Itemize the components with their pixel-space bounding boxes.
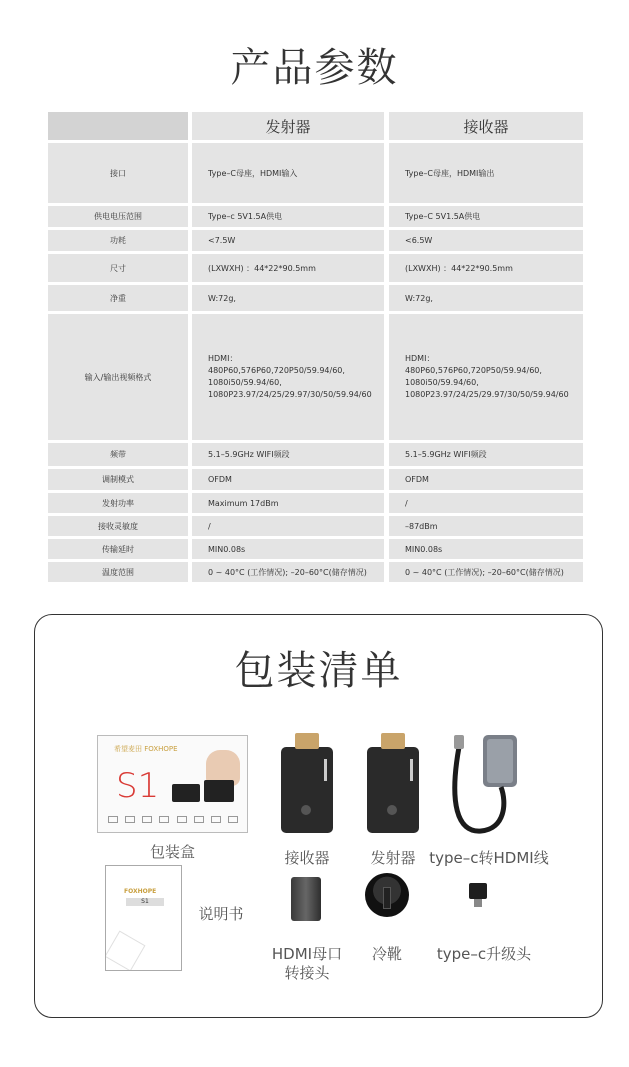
typec-adapter-image [469,883,487,899]
spec-rx-value: –87dBm [389,516,583,536]
spec-row [48,516,585,536]
spec-tx-value: OFDM [192,469,384,490]
spec-label: 输入/输出视频格式 [48,314,188,440]
receiver-image [281,747,333,833]
spec-label: 净重 [48,285,188,311]
spec-rx-value: 0 ~ 40°C (工作情况); –20–60°C(储存情况) [389,562,583,582]
box-device-small [172,784,200,802]
package-panel [34,614,603,1018]
spec-row [48,285,585,311]
header-receiver: 接收器 [389,112,583,140]
spec-rx-value: MIN0.08s [389,539,583,559]
spec-row [48,443,585,466]
spec-header-row [48,112,585,140]
spec-row [48,206,585,227]
manual-image [105,865,182,971]
spec-rx-value: <6.5W [389,230,583,251]
spec-rx-value: 5.1–5.9GHz WIFI频段 [389,443,583,466]
transmitter-image [367,747,419,833]
spec-rx-value: OFDM [389,469,583,490]
manual-brand: FOXHOPE [124,888,157,895]
spec-label: 供电电压范围 [48,206,188,227]
spec-tx-value: MIN0.08s [192,539,384,559]
spec-tx-value: W:72g, [192,285,384,311]
manual-model: S1 [126,898,164,906]
spec-label: 传输延时 [48,539,188,559]
spec-tx-value: Type–C母座，HDMI输入 [192,143,384,203]
spec-tx-value: / [192,516,384,536]
spec-row [48,562,585,582]
label-cold-shoe: 冷靴 [371,945,402,963]
spec-row [48,539,585,559]
box-model: S1 [116,766,160,806]
spec-rx-value: Type–C 5V1.5A供电 [389,206,583,227]
label-transmitter: 发射器 [370,849,416,867]
manual-cube-graphic [105,931,145,971]
spec-rx-value: HDMI： 480P60,576P60,720P50/59.94/60, 1080i50/59.94/60, 1080P23.97/24/25/29.97/30/50/59.94/60 [389,314,583,440]
spec-label: 频带 [48,443,188,466]
typec-hdmi-cable-image [447,733,527,841]
header-blank [48,112,188,140]
label-manual: 说明书 [198,905,244,923]
spec-row [48,254,585,282]
spec-row [48,493,585,513]
spec-rx-value: Type–C母座，HDMI输出 [389,143,583,203]
spec-label: 接口 [48,143,188,203]
package-title: 包装清单 [234,648,403,694]
label-box: 包装盒 [149,843,195,861]
spec-row [48,314,585,440]
spec-title: 产品参数 [230,45,399,91]
hdmi-adapter-image [291,877,321,921]
box-feature-icons [108,816,238,826]
spec-label: 功耗 [48,230,188,251]
header-transmitter: 发射器 [192,112,384,140]
label-typec-adapter: type–c升级头 [436,945,532,963]
spec-row [48,143,585,203]
box-brand: 希望麦田 FOXHOPE [114,745,178,753]
spec-tx-value: 0 ~ 40°C (工作情况); –20–60°C(储存情况) [192,562,384,582]
box-device-large [204,780,234,802]
spec-label: 接收灵敏度 [48,516,188,536]
spec-label: 温度范围 [48,562,188,582]
spec-rx-value: W:72g, [389,285,583,311]
spec-tx-value: Maximum 17dBm [192,493,384,513]
label-receiver: 接收器 [284,849,330,867]
spec-tx-value: 5.1–5.9GHz WIFI频段 [192,443,384,466]
spec-tx-value: HDMI： 480P60,576P60,720P50/59.94/60, 1080i50/59.94/60, 1080P23.97/24/25/29.97/30/50/59.94/60 [192,314,384,440]
spec-label: 尺寸 [48,254,188,282]
spec-rx-value: (LXWXH) ：44*22*90.5mm [389,254,583,282]
spec-rx-value: / [389,493,583,513]
label-hdmi-adapter: HDMI母口 转接头 [271,945,343,982]
spec-tx-value: (LXWXH) ：44*22*90.5mm [192,254,384,282]
product-box-image [97,735,248,833]
spec-tx-value: Type–c 5V1.5A供电 [192,206,384,227]
spec-label: 调制模式 [48,469,188,490]
spec-label: 发射功率 [48,493,188,513]
spec-row [48,230,585,251]
spec-row [48,469,585,490]
label-cable: type–c转HDMI线 [429,849,549,867]
spec-tx-value: <7.5W [192,230,384,251]
spec-table [48,112,585,585]
cold-shoe-image [365,873,409,917]
